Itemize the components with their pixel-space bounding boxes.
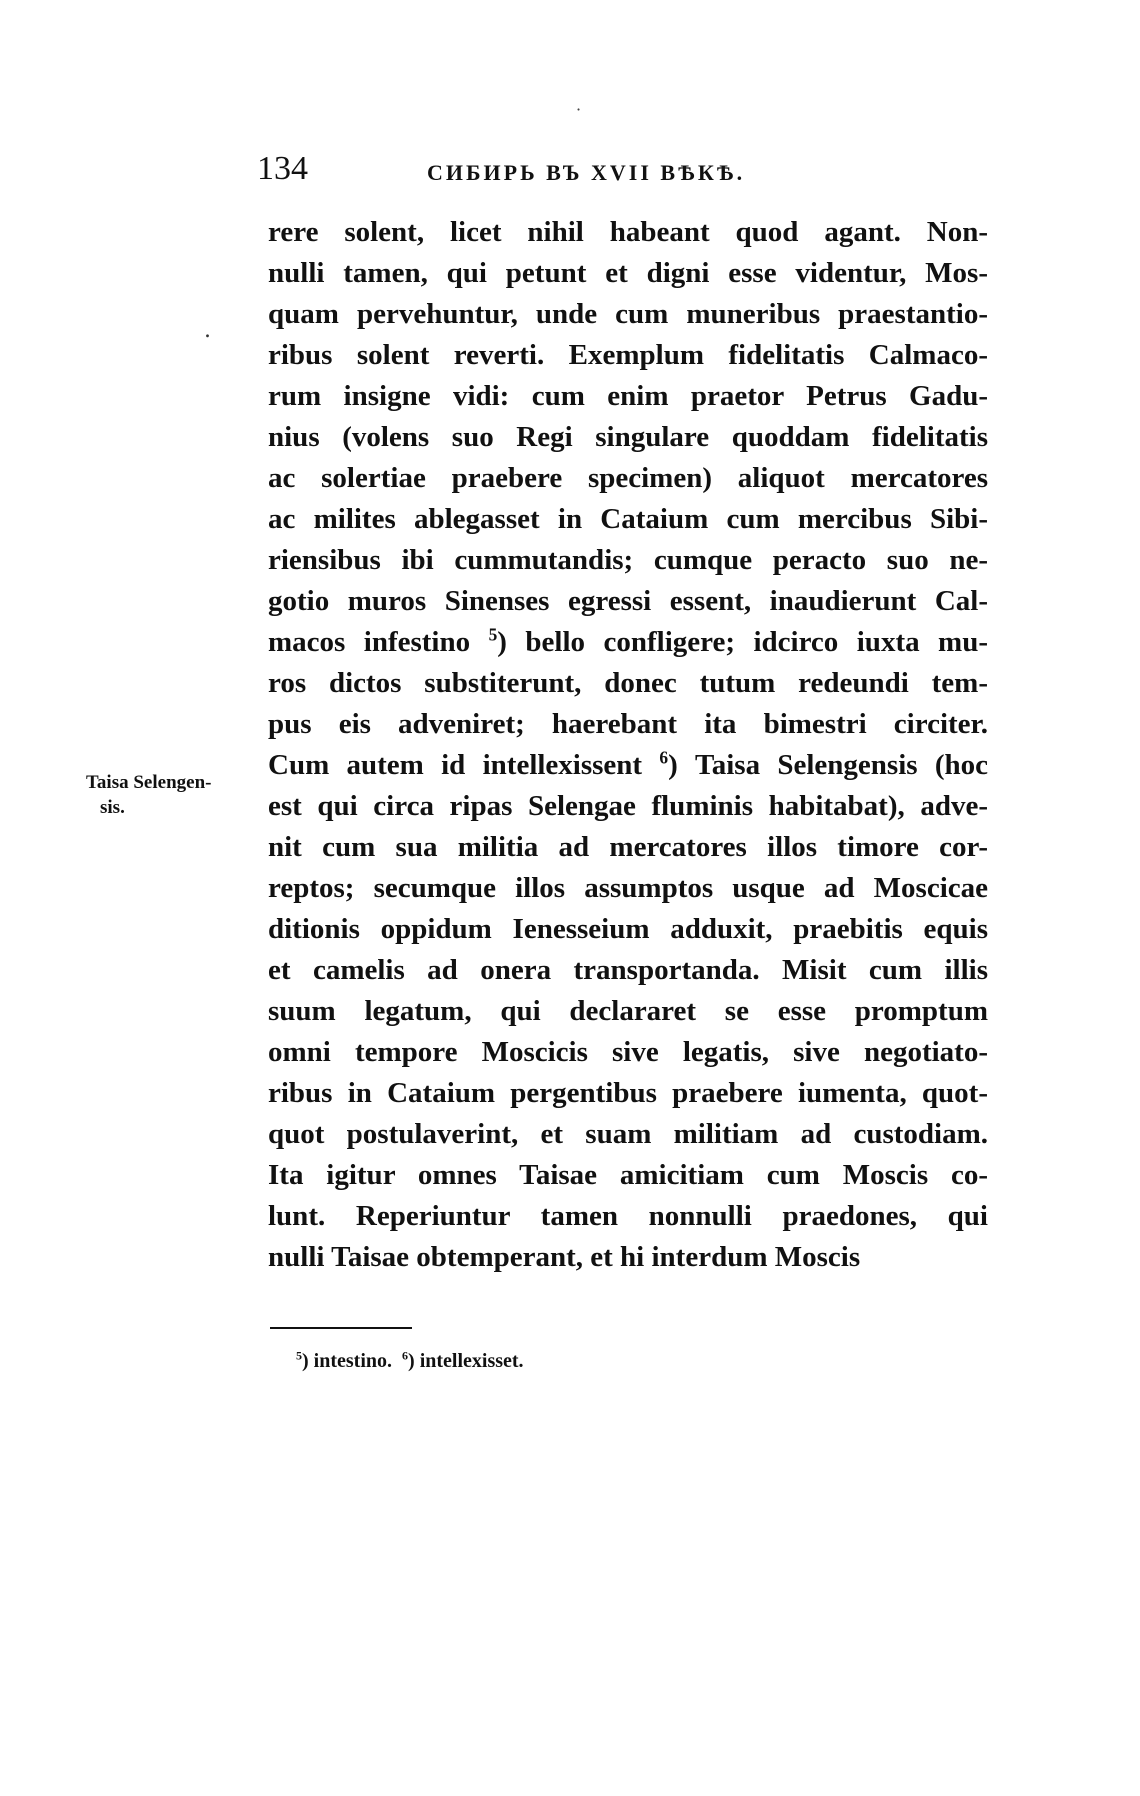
- running-head: [257, 150, 997, 190]
- text-line: ribus in Cataium pergentibus praebere iumenta, quot-: [268, 1077, 988, 1109]
- text-line: quot postulaverint, et suam militiam ad custodiam.: [268, 1118, 988, 1150]
- text-fragment: Taisa Selengensis (hoc: [695, 749, 988, 781]
- footnote-text: intestino.: [313, 1350, 393, 1372]
- text-line: rere solent, licet nihil habeant quod agant. Non-: [268, 216, 988, 248]
- text-line: ac milites ablegasset in Cataium cum mercibus Sibi-: [268, 503, 988, 535]
- text-fragment: bello confligere; idcirco iuxta mu-: [525, 626, 988, 658]
- text-line: nulli Taisae obtemperant, et hi interdum Moscis: [268, 1241, 861, 1273]
- text-line: est qui circa ripas Selengae fluminis habitabat), adve-: [268, 790, 988, 822]
- text-line: et camelis ad onera transportanda. Misit cum illis: [268, 954, 988, 986]
- text-line: nius (volens suo Regi singulare quoddam fidelitatis: [268, 421, 988, 453]
- body-text: [268, 212, 988, 1278]
- running-title: СИБИРЬ ВЪ XVII ВѢКѢ.: [427, 160, 746, 185]
- text-line: macos infestino $^5$) bello confligere; idcirco iuxta mu-: [268, 624, 988, 658]
- text-line: rum insigne vidi: cum enim praetor Petrus Gadu-: [268, 380, 988, 412]
- text-line: ac solertiae praebere specimen) aliquot mercatores: [268, 462, 988, 494]
- page-number: 134: [257, 150, 308, 187]
- text-line: pus eis adveniret; haerebant ita bimestri circiter.: [268, 708, 988, 740]
- text-fragment: Cum autem id intellexissent: [268, 749, 643, 781]
- margin-note: [86, 770, 266, 820]
- margin-note-line: Taisa Selengen-: [86, 772, 212, 793]
- footnote-marker: 5: [296, 1348, 302, 1363]
- text-line: gotio muros Sinenses egressi essent, inaudierunt Cal-: [268, 585, 988, 617]
- text-line: quam pervehuntur, unde cum muneribus praestantio-: [268, 298, 988, 330]
- top-mark: ·: [576, 100, 582, 119]
- margin-note-line: sis.: [100, 797, 125, 818]
- footnote-ref: 5: [488, 624, 498, 645]
- text-fragment: macos infestino: [268, 626, 471, 658]
- text-line: Ita igitur omnes Taisae amicitiam cum Moscis co-: [268, 1159, 988, 1191]
- text-line: nit cum sua militia ad mercatores illos timore cor-: [268, 831, 988, 863]
- text-line: suum legatum, qui declararet se esse promptum: [268, 995, 988, 1027]
- text-line: riensibus ibi cummutandis; cumque peracto suo ne-: [268, 544, 988, 576]
- footnote-marker: 6: [402, 1348, 409, 1363]
- text-line: omni tempore Moscicis sive legatis, sive negotiato-: [268, 1036, 988, 1068]
- text-line: ros dictos substiterunt, donec tutum redeundi tem-: [268, 667, 988, 699]
- footnote-ref: 6: [659, 747, 669, 768]
- text-line: lunt. Reperiuntur tamen nonnulli praedones, qui: [268, 1200, 988, 1232]
- text-line: Cum autem id intellexissent $^6$) Taisa Selengensis (hoc: [268, 747, 988, 781]
- footnotes: $^5$) intestino. $^6$) intellexisset.: [296, 1348, 524, 1372]
- text-line: nulli tamen, qui petunt et digni esse videntur, Mos-: [268, 257, 988, 289]
- text-line: ribus solent reverti. Exemplum fidelitatis Calmaco-: [268, 339, 988, 371]
- footnote-text: intellexisset.: [419, 1350, 524, 1372]
- text-line: reptos; secumque illos assumptos usque ad Moscicae: [268, 872, 988, 904]
- left-dot: .: [204, 318, 211, 343]
- text-line: ditionis oppidum Ienesseium adduxit, praebitis equis: [268, 913, 988, 945]
- footnote-rule: [270, 1327, 412, 1329]
